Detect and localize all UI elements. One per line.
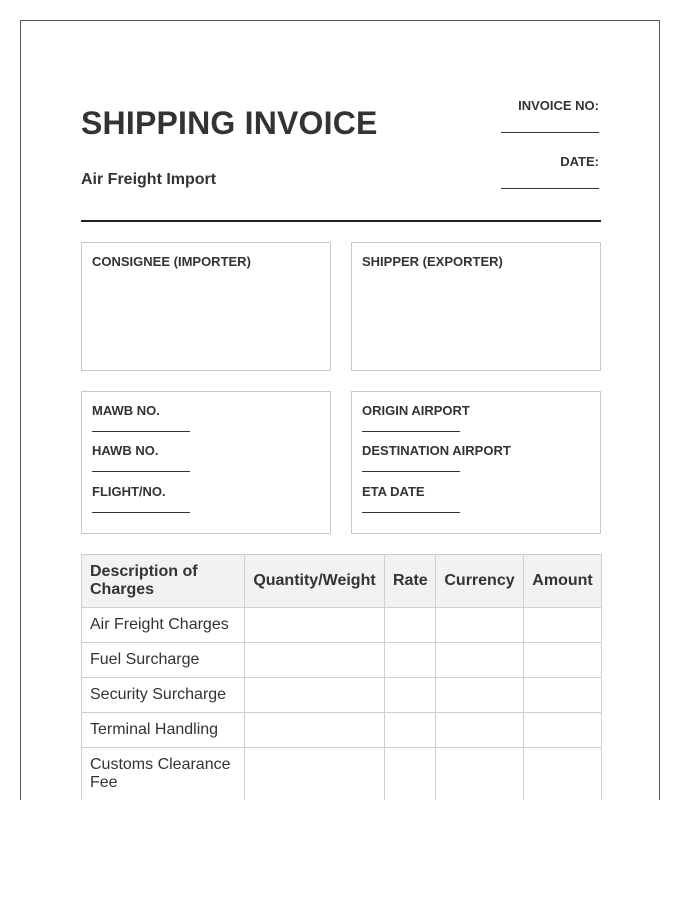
hawb-field[interactable]	[92, 443, 190, 472]
charge-rate-cell[interactable]	[385, 713, 436, 748]
table-row	[82, 608, 602, 643]
destination-airport-line[interactable]	[362, 471, 460, 472]
hawb-line[interactable]	[92, 471, 190, 472]
invoice-page	[20, 20, 660, 800]
table-row	[82, 643, 602, 678]
shipper-label: SHIPPER (EXPORTER)	[362, 254, 503, 269]
invoice-title: SHIPPING INVOICE	[81, 105, 378, 141]
charge-amount-cell[interactable]	[524, 748, 602, 801]
column-header-currency: Currency	[436, 555, 524, 608]
charge-amount-cell[interactable]	[524, 678, 602, 713]
air-waybill-box	[81, 391, 331, 534]
column-header-rate: Rate	[385, 555, 436, 608]
shipper-box[interactable]	[351, 242, 601, 371]
invoice-no-field[interactable]	[501, 132, 599, 133]
charge-rate-cell[interactable]	[385, 643, 436, 678]
mawb-field[interactable]	[92, 403, 190, 432]
table-row	[82, 678, 602, 713]
mawb-label: MAWB NO.	[92, 403, 160, 418]
charge-currency-cell[interactable]	[436, 643, 524, 678]
charge-description: Fuel Surcharge	[82, 643, 245, 678]
flight-no-field[interactable]	[92, 484, 190, 513]
consignee-label: CONSIGNEE (IMPORTER)	[92, 254, 251, 269]
charge-amount-cell[interactable]	[524, 643, 602, 678]
origin-airport-field[interactable]	[362, 403, 470, 432]
header-divider	[81, 220, 601, 222]
table-row	[82, 748, 602, 801]
charges-header-row	[82, 555, 602, 608]
flight-no-label: FLIGHT/NO.	[92, 484, 166, 499]
eta-date-line[interactable]	[362, 512, 460, 513]
date-field[interactable]	[501, 188, 599, 189]
charge-currency-cell[interactable]	[436, 608, 524, 643]
charges-table	[81, 554, 602, 800]
charge-rate-cell[interactable]	[385, 608, 436, 643]
charge-description: Terminal Handling	[82, 713, 245, 748]
flight-no-line[interactable]	[92, 512, 190, 513]
charge-quantity-cell[interactable]	[245, 678, 385, 713]
charge-currency-cell[interactable]	[436, 713, 524, 748]
eta-date-field[interactable]	[362, 484, 460, 513]
destination-airport-field[interactable]	[362, 443, 511, 472]
charge-quantity-cell[interactable]	[245, 643, 385, 678]
charge-description: Air Freight Charges	[82, 608, 245, 643]
charge-amount-cell[interactable]	[524, 713, 602, 748]
charge-rate-cell[interactable]	[385, 748, 436, 801]
origin-airport-line[interactable]	[362, 431, 460, 432]
mawb-line[interactable]	[92, 431, 190, 432]
invoice-subtitle: Air Freight Import	[81, 171, 217, 188]
date-label: DATE:	[560, 154, 599, 169]
charge-quantity-cell[interactable]	[245, 713, 385, 748]
table-row	[82, 713, 602, 748]
route-box	[351, 391, 601, 534]
charge-quantity-cell[interactable]	[245, 748, 385, 801]
invoice-no-label: INVOICE NO:	[518, 98, 599, 113]
eta-date-label: ETA DATE	[362, 484, 425, 499]
column-header-quantity: Quantity/Weight	[245, 555, 385, 608]
charge-description: Security Surcharge	[82, 678, 245, 713]
charge-quantity-cell[interactable]	[245, 608, 385, 643]
destination-airport-label: DESTINATION AIRPORT	[362, 443, 511, 458]
column-header-amount: Amount	[524, 555, 602, 608]
charge-amount-cell[interactable]	[524, 608, 602, 643]
column-header-description: Description of Charges	[82, 555, 245, 608]
charge-description: Customs Clearance Fee	[82, 748, 245, 801]
consignee-box[interactable]	[81, 242, 331, 371]
charge-currency-cell[interactable]	[436, 678, 524, 713]
charge-currency-cell[interactable]	[436, 748, 524, 801]
charge-rate-cell[interactable]	[385, 678, 436, 713]
origin-airport-label: ORIGIN AIRPORT	[362, 403, 470, 418]
hawb-label: HAWB NO.	[92, 443, 159, 458]
